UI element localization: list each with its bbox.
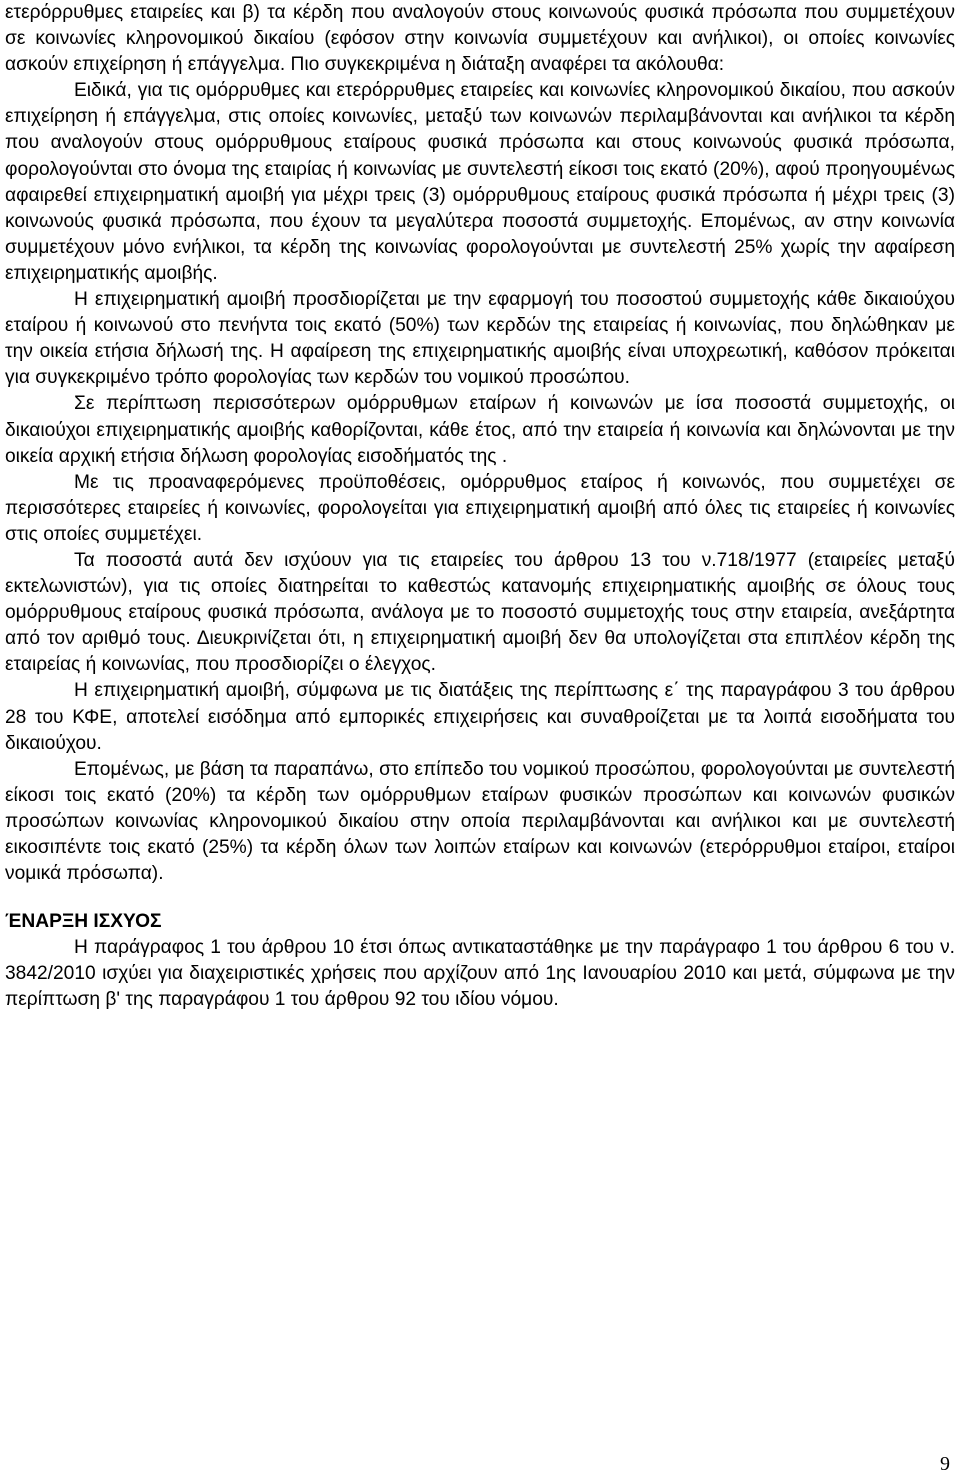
paragraph-business-fee: Η επιχειρηματική αμοιβή προσδιορίζεται με την εφαρμογή του ποσοστού συμμετοχής κάθε δικαιούχου εταίρου ή κοινωνού στο πενήντα τοις εκατό (50%) των κερδών της εταιρείας ή κοινωνίας, που δηλώθηκαν με την οικεία ετήσια δήλωσή της. Η αφαίρεση της επιχειρηματικής αμοιβής είναι υποχρεωτική, καθόσον πρόκειται για συγκεκριμένο τρόπο φορολογίας των κερδών του νομικού προσώπου. — [5, 289, 955, 389]
paragraph-effective-date: Η παράγραφος 1 του άρθρου 10 έτσι όπως αντικαταστάθηκε με την παράγραφο 1 του άρθρου 6 του ν. 3842/2010 ισχύει για διαχειριστικές χρήσεις που αρχίζουν από 1ης Ιανουαρίου 2010 και μετά, σύμφωνα με την περίπτωση β' της παραγράφου 1 του άρθρου 92 του ιδίου νόμου. — [5, 937, 955, 1011]
paragraph-intro: ετερόρρυθμες εταιρείες και β) τα κέρδη που αναλογούν στους κοινωνούς φυσικά πρόσωπα που συμμετέχουν σε κοινωνίες κληρονομικού δικαίου (εφόσον στην κοινωνία συμμετέχουν και ανήλικοι), οι οποίες κοινωνίες ασκούν επιχείρηση ή επάγγελμα. Πιο συγκεκριμένα η διάταξη αναφέρει τα ακόλουθα: — [5, 2, 955, 76]
page-number: 9 — [940, 1453, 950, 1475]
paragraph-summary: Επομένως, με βάση τα παραπάνω, στο επίπεδο του νομικού προσώπου, φορολογούνται με συντελεστή είκοσι τοις εκατό (20%) τα κέρδη των ομόρρυθμων εταίρων φυσικών προσώπων και κοινωνών φυσικών προσώπων κοινωνίας κληρονομικού δικαίου στην οποία περιλαμβάνονται και ανήλικοι και με συντελεστή εικοσιπέντε τοις εκατό (25%) τα κέρδη όλων των λοιπών εταίρων και κοινωνών (ετερόρρυθμοι εταίροι, εταίροι νομικά πρόσωπα). — [5, 758, 955, 885]
paragraph-income-classification: Η επιχειρηματική αμοιβή, σύμφωνα με τις διατάξεις της περίπτωσης ε΄ της παραγράφου 3 του άρθρου 28 του ΚΦΕ, αποτελεί εισόδημα από εμπορικές επιχειρήσεις και συναθροίζεται με τα λοιπά εισοδήματα του δικαιούχου. — [5, 680, 955, 754]
paragraph-multiple-companies: Με τις προαναφερόμενες προϋποθέσεις, ομόρρυθμος εταίρος ή κοινωνός, που συμμετέχει σε περισσότερες εταιρείες ή κοινωνίες, φορολογείται για επιχειρηματική αμοιβή από όλες τις εταιρείες ή κοινωνίες στις οποίες συμμετέχει. — [5, 471, 955, 545]
paragraph-customs-exception: Τα ποσοστά αυτά δεν ισχύουν για τις εταιρείες του άρθρου 13 του ν.718/1977 (εταιρείες μεταξύ εκτελωνιστών), για τις οποίες διατηρείται το καθεστώς κατανομής επιχειρηματικής αμοιβής σε όλους τους ομόρρυθμους εταίρους φυσικά πρόσωπα, ανάλογα με το ποσοστό συμμετοχής τους στην εταιρεία, ανεξάρτητα από τον αριθμό τους. Διευκρινίζεται ότι, η επιχειρηματική αμοιβή δεν θα υπολογίζεται στα επιπλέον κέρδη της εταιρείας ή κοινωνίας, που προσδιορίζει ο έλεγχος. — [5, 549, 955, 676]
paragraph-equal-shares: Σε περίπτωση περισσότερων ομόρρυθμων εταίρων ή κοινωνών με ίσα ποσοστά συμμετοχής, οι δικαιούχοι επιχειρηματικής αμοιβής καθορίζονται, κάθε έτος, από την εταιρεία ή κοινωνία και δηλώνονται με την οικεία αρχική ετήσια δήλωση φορολογίας εισοδήματός της . — [5, 393, 955, 467]
document-body — [5, 0, 955, 1014]
paragraph-special-rules: Ειδικά, για τις ομόρρυθμες και ετερόρρυθμες εταιρείες και κοινωνίες κληρονομικού δικαίου, που ασκούν επιχείρηση ή επάγγελμα, στις οποίες κοινωνίες, μεταξύ των κοινωνών περιλαμβάνονται και ανήλικοι τα κέρδη που αναλογούν στους ομόρρυθμους εταίρους φυσικά πρόσωπα και στους κοινωνούς φυσικά πρόσωπα, φορολογούνται στο όνομα της εταιρίας ή κοινωνίας με συντελεστή είκοσι τοις εκατό (20%), αφού προηγουμένως αφαιρεθεί επιχειρηματική αμοιβή για μέχρι τρεις (3) ομόρρυθμους εταίρους φυσικά πρόσωπα ή μέχρι τρεις (3) κοινωνούς φυσικά πρόσωπα, που έχουν τα μεγαλύτερα ποσοστά συμμετοχής. Επομένως, αν στην κοινωνία συμμετέχουν μόνο ενήλικοι, τα κέρδη της κοινωνίας φορολογούνται με συντελεστή 25% χωρίς την αφαίρεση επιχειρηματικής αμοιβής. — [5, 80, 955, 284]
section-heading: ΈΝΑΡΞΗ ΙΣΧΥΟΣ — [5, 911, 162, 933]
